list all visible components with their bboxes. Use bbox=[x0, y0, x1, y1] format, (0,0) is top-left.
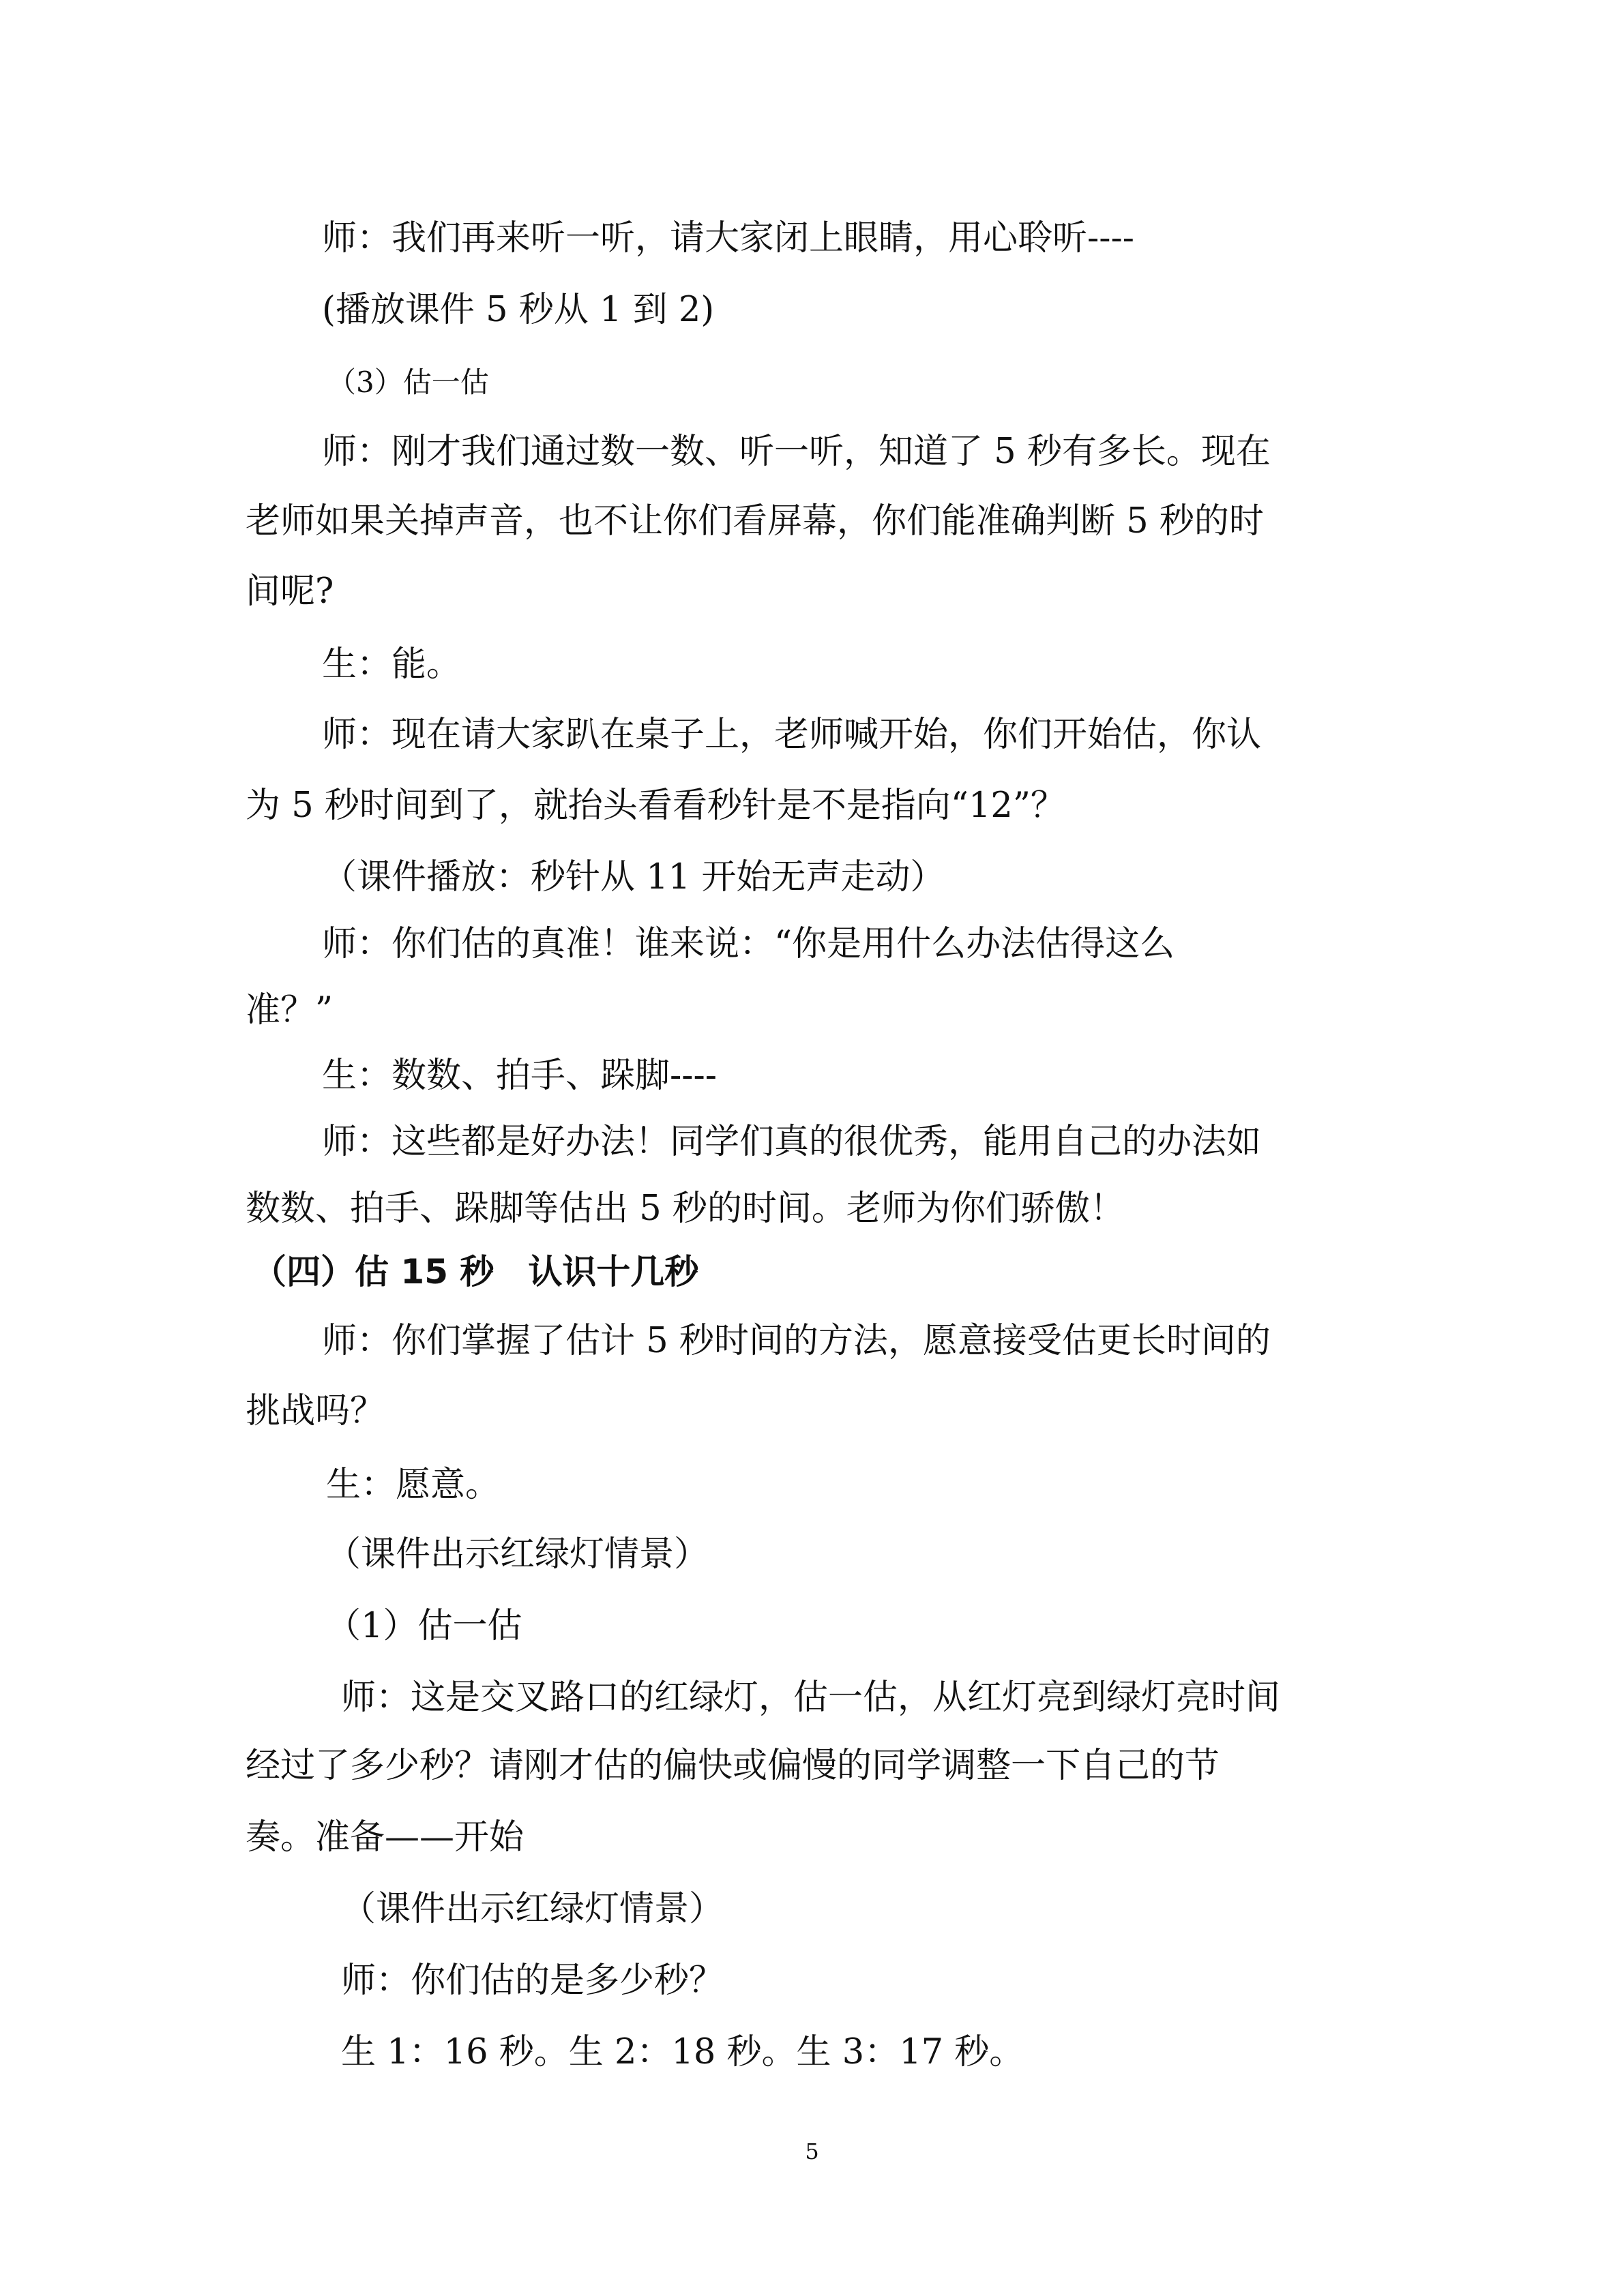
text-line: 挑战吗？ bbox=[246, 1391, 385, 1431]
text-line: 生：能。 bbox=[322, 644, 462, 685]
text-line: 生：数数、拍手、跺脚---- bbox=[322, 1056, 717, 1096]
text-line: （课件播放：秒针从 11 开始无声走动） bbox=[322, 857, 945, 897]
text-line: 生 1：16 秒。生 2：18 秒。生 3：17 秒。 bbox=[341, 2032, 1024, 2072]
text-line: 师：你们估的是多少秒？ bbox=[341, 1960, 724, 2001]
section-heading: （四）估 15 秒 认识十几秒 bbox=[252, 1252, 699, 1292]
text-line: 奏。准备——开始 bbox=[246, 1817, 525, 1858]
text-line: 师：你们估的真准！谁来说：“你是用什么办法估得这么 bbox=[322, 924, 1175, 964]
text-line: （课件出示红绿灯情景） bbox=[341, 1889, 724, 1929]
text-line: （课件出示红绿灯情景） bbox=[326, 1534, 709, 1575]
page-number: 5 bbox=[805, 2138, 819, 2164]
text-line: 间呢? bbox=[246, 571, 334, 612]
text-line: 师：刚才我们通过数一数、听一听，知道了 5 秒有多长。现在 bbox=[322, 432, 1271, 472]
text-line: 数数、拍手、跺脚等估出 5 秒的时间。老师为你们骄傲！ bbox=[246, 1189, 1125, 1229]
text-line: 师：这些都是好办法！同学们真的很优秀，能用自己的办法如 bbox=[322, 1122, 1262, 1162]
text-line: （3）估一估 bbox=[327, 366, 489, 399]
text-line: 师：你们掌握了估计 5 秒时间的方法，愿意接受估更长时间的 bbox=[322, 1321, 1271, 1361]
text-line: 老师如果关掉声音，也不让你们看屏幕，你们能准确判断 5 秒的时 bbox=[246, 501, 1264, 541]
text-line: 为 5 秒时间到了，就抬头看看秒针是不是指向“12”？ bbox=[246, 786, 1065, 826]
text-line: 师：这是交叉路口的红绿灯，估一估，从红灯亮到绿灯亮时间 bbox=[341, 1678, 1281, 1718]
text-line: (播放课件 5 秒从 1 到 2) bbox=[322, 290, 715, 330]
text-line: 师：我们再来听一听，请大家闭上眼睛，用心聆听---- bbox=[322, 218, 1134, 258]
text-line: 生：愿意。 bbox=[326, 1465, 501, 1505]
text-line: 经过了多少秒？请刚才估的偏快或偏慢的同学调整一下自己的节 bbox=[246, 1746, 1220, 1786]
text-line: （1）估一估 bbox=[326, 1606, 522, 1646]
text-line: 准？” bbox=[246, 990, 334, 1030]
text-line: 师：现在请大家趴在桌子上，老师喊开始，你们开始估，你认 bbox=[322, 715, 1262, 755]
